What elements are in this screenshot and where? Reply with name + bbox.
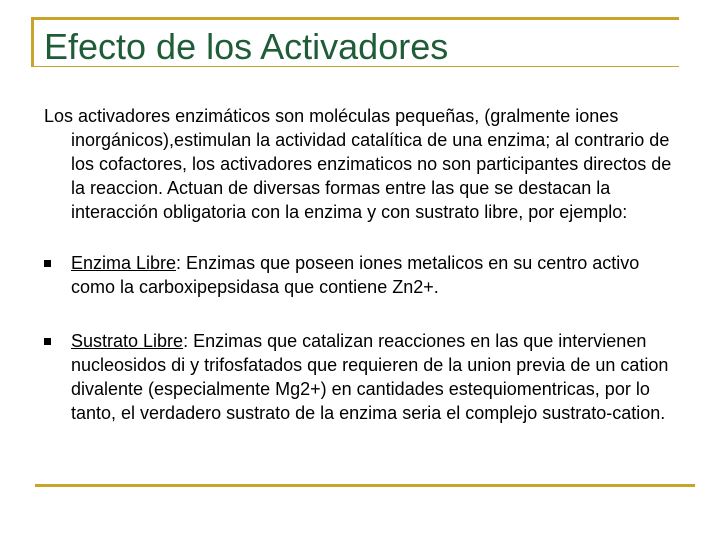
- bullet-sustrato-libre: [44, 329, 684, 425]
- intro-paragraph: Los activadores enzimáticos son moléculas pequeñas, (gralmente iones inorgánicos),estimulan la actividad catalítica de una enzima; al contrario de los cofactores, los activadores enzimaticos no son participantes directos de la reaccion. Actuan de diversas formas entre las que se destacan la interacción obligatoria con la enzima y con sustrato libre, por ejemplo:: [44, 106, 672, 222]
- bullet-text: : Enzimas que poseen iones metalicos en su centro activo como la carboxipepsidasa que contiene Zn2+.: [71, 253, 640, 297]
- bullet-enzima-libre: [44, 251, 684, 299]
- slide-body: [44, 104, 684, 455]
- title-frame-left-rule: [31, 17, 34, 67]
- bullet-text: : Enzimas que catalizan reacciones en las que intervienen nucleosidos di y trifosfatados que requieren de la union previa de un cation divalente (especialmente Mg2+) en cantidades estequiomentricas, por lo tanto, el verdadero sustrato de la enzima seria el complejo sustrato-cation.: [71, 331, 669, 423]
- square-bullet-icon: [44, 338, 51, 345]
- square-bullet-icon: [44, 260, 51, 267]
- footer-rule: [35, 484, 695, 487]
- title-frame-top-rule: [31, 17, 679, 20]
- bullet-term: Enzima Libre: [71, 253, 177, 273]
- slide-title: Efecto de los Activadores: [44, 26, 449, 67]
- bullet-term: Sustrato Libre: [71, 331, 184, 351]
